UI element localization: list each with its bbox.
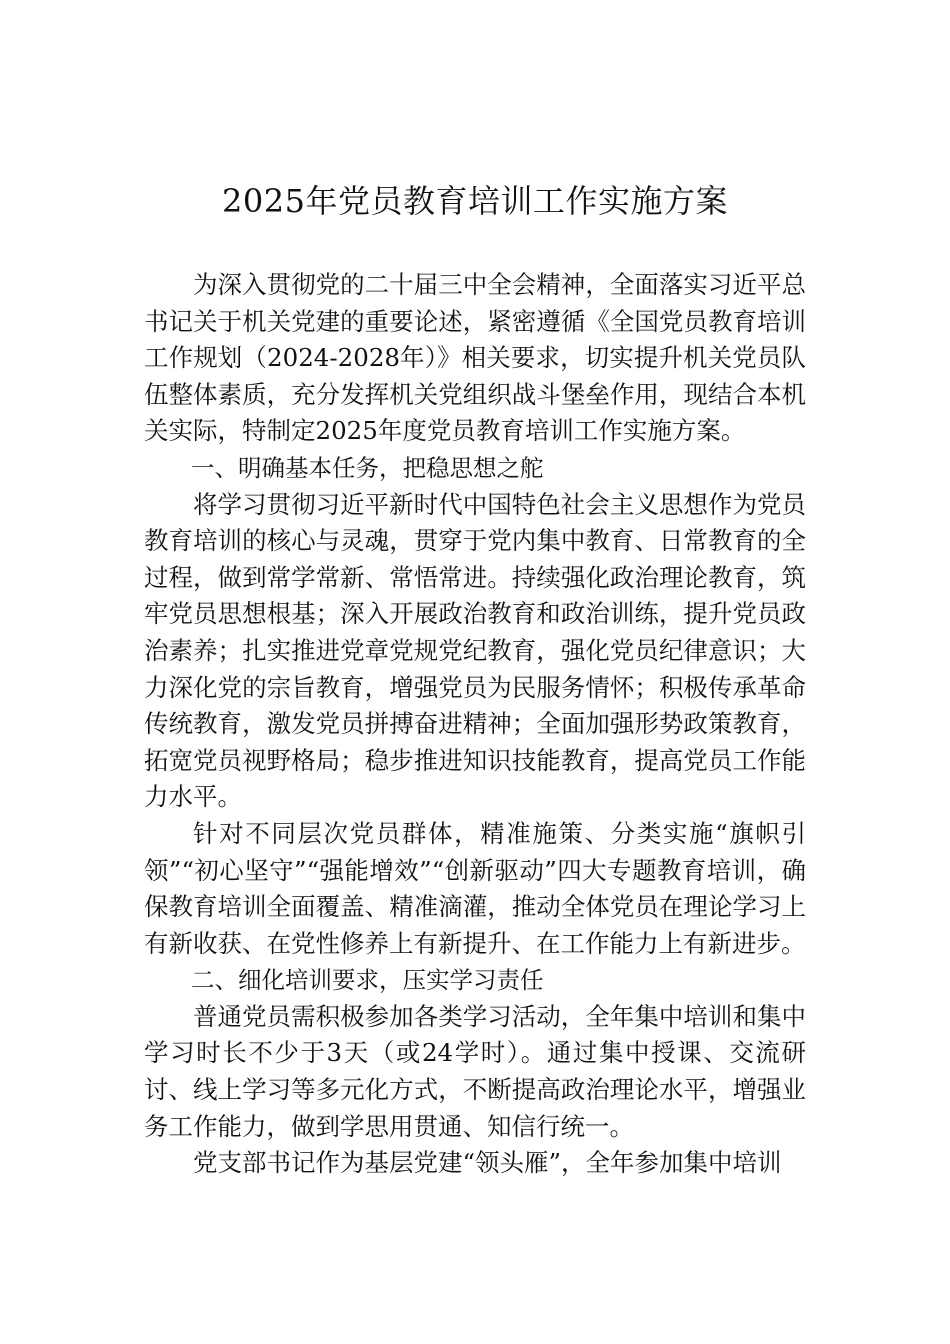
document-body <box>144 267 806 1182</box>
section-1-paragraph-2: 针对不同层次党员群体，精准施策、分类实施“旗帜引领”“初心坚守”“强能增效”“创新驱动”四大专题教育培训，确保教育培训全面覆盖、精准滴灌，推动全体党员在理论学习上有新收获、在党性修养上有新提升、在工作能力上有新进步。 <box>144 818 806 958</box>
section-1-paragraph-1: 将学习贯彻习近平新时代中国特色社会主义思想作为党员教育培训的核心与灵魂，贯穿于党内集中教育、日常教育的全过程，做到常学常新、常悟常进。持续强化政治理论教育，筑牢党员思想根基；深入开展政治教育和政治训练，提升党员政治素养；扎实推进党章党规党纪教育，强化党员纪律意识；大力深化党的宗旨教育，增强党员为民服务情怀；积极传承革命传统教育，激发党员拼搏奋进精神；全面加强形势政策教育，拓宽党员视野格局；稳步推进知识技能教育，提高党员工作能力水平。 <box>144 489 806 812</box>
intro-paragraph: 为深入贯彻党的二十届三中全会精神，全面落实习近平总书记关于机关党建的重要论述，紧密遵循《全国党员教育培训工作规划（2024-2028年）》相关要求，切实提升机关党员队伍整体素质，充分发挥机关党组织战斗堡垒作用，现结合本机关实际，特制定2025年度党员教育培训工作实施方案。 <box>144 270 806 446</box>
section-heading-1: 一、明确基本任务，把稳思想之舵 <box>191 453 544 482</box>
document-title: 2025年党员教育培训工作实施方案 <box>222 182 728 220</box>
section-heading-2: 二、细化培训要求，压实学习责任 <box>191 966 544 995</box>
section-2-paragraph-1: 普通党员需积极参加各类学习活动，全年集中培训和集中学习时长不少于3天（或24学时）。通过集中授课、交流研讨、线上学习等多元化方式，不断提高政治理论水平，增强业务工作能力，做到学思用贯通、知信行统一。 <box>144 1001 806 1141</box>
section-2-paragraph-2: 党支部书记作为基层党建“领头雁”，全年参加集中培训 <box>193 1148 782 1178</box>
